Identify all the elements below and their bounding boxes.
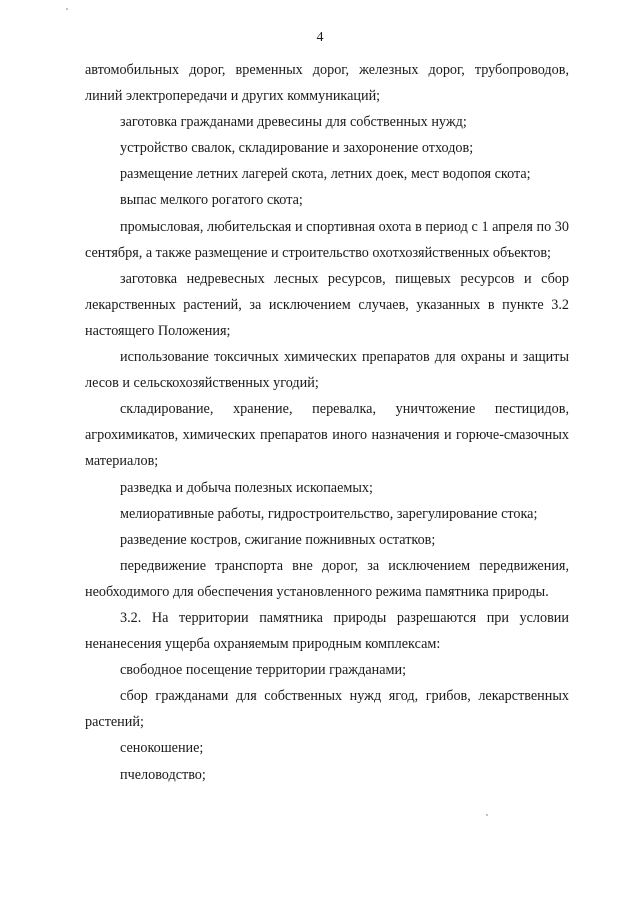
paragraph: сенокошение; <box>120 740 204 757</box>
paragraph: складирование, хранение, перевалка, уничтожение пестицидов, агрохимикатов, химических препаратов иного назначения и горюче-смазочных материалов; <box>85 401 569 470</box>
paragraph: использование токсичных химических препаратов для охраны и защиты лесов и сельскохозяйственных угодий; <box>85 349 569 392</box>
scan-speck <box>66 8 68 10</box>
paragraph: заготовка недревесных лесных ресурсов, пищевых ресурсов и сбор лекарственных растений, за исключением случаев, указанных в пункте 3.2 настоящего Положения; <box>85 270 569 339</box>
scan-speck <box>486 814 488 816</box>
paragraph: заготовка гражданами древесины для собственных нужд; <box>120 114 467 131</box>
paragraph: сбор гражданами для собственных нужд ягод, грибов, лекарственных растений; <box>85 688 569 731</box>
paragraph: свободное посещение территории гражданами; <box>120 662 407 679</box>
paragraph: устройство свалок, складирование и захоронение отходов; <box>120 140 474 157</box>
document-body <box>85 57 569 788</box>
paragraph: промысловая, любительская и спортивная охота в период с 1 апреля по 30 сентября, а также размещение и строительство охотхозяйственных объектов; <box>85 218 569 261</box>
paragraph: разведка и добыча полезных ископаемых; <box>120 479 373 496</box>
paragraph: размещение летних лагерей скота, летних доек, мест водопоя скота; <box>120 166 531 183</box>
paragraph: выпас мелкого рогатого скота; <box>120 192 303 209</box>
paragraph: разведение костров, сжигание пожнивных остатков; <box>120 531 436 548</box>
page-number: 4 <box>316 30 324 45</box>
paragraph: передвижение транспорта вне дорог, за исключением передвижения, необходимого для обеспечения установленного режима памятника природы. <box>85 557 569 600</box>
paragraph: 3.2. На территории памятника природы разрешаются при условии ненанесения ущерба охраняемым природным комплексам: <box>85 609 569 653</box>
paragraph: мелиоративные работы, гидростроительство, зарегулирование стока; <box>120 505 538 522</box>
paragraph: автомобильных дорог, временных дорог, железных дорог, трубопроводов, линий электропередачи и других коммуникаций; <box>85 62 569 105</box>
paragraph: пчеловодство; <box>120 766 206 783</box>
